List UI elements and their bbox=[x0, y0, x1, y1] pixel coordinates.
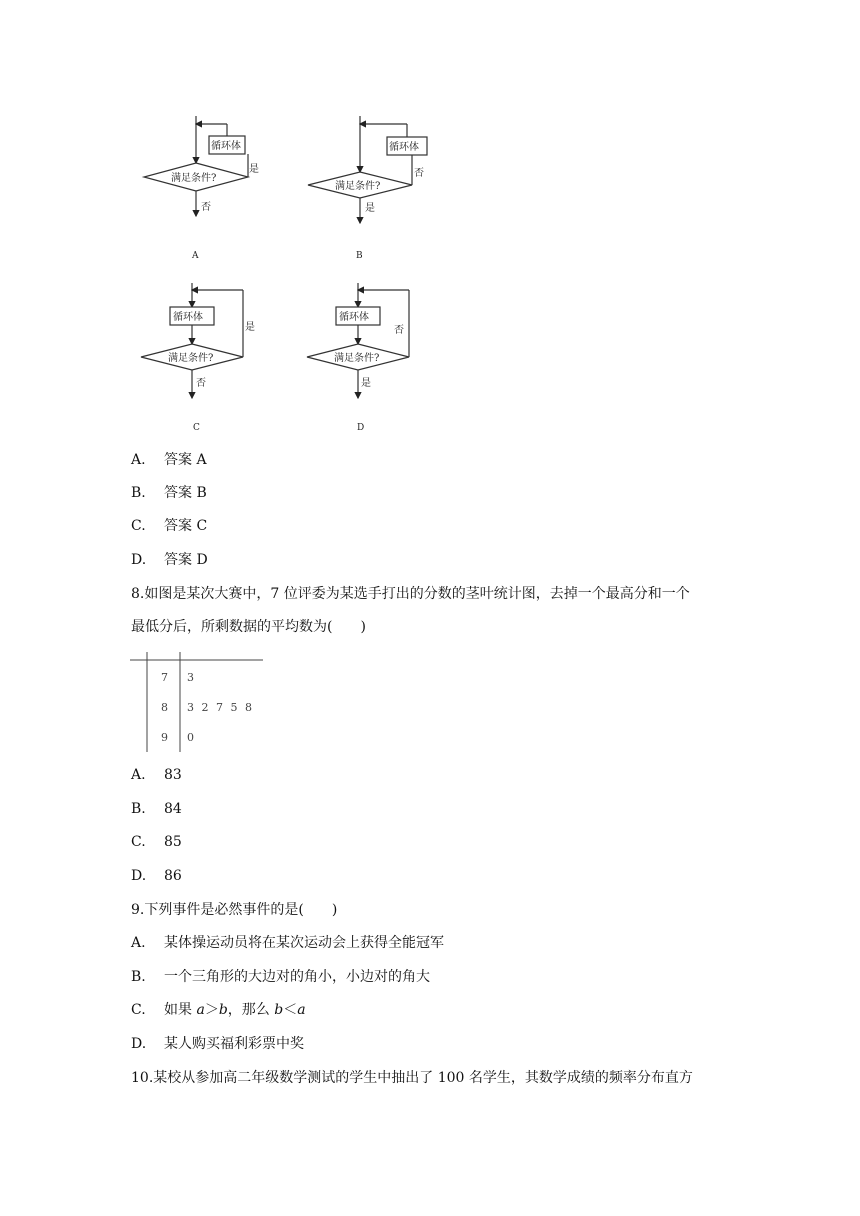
leaves-8: 3 2 7 5 8 bbox=[187, 701, 254, 714]
flowchart-c bbox=[141, 283, 243, 398]
yes-label: 是 bbox=[365, 203, 375, 214]
condition-label: 满足条件? bbox=[335, 181, 381, 192]
flowchart-figure bbox=[125, 108, 455, 438]
condition-label: 满足条件? bbox=[334, 353, 380, 364]
condition-label: 满足条件? bbox=[171, 173, 217, 184]
flowchart-label-d: D bbox=[357, 423, 365, 433]
q10-stem-line1: 10.某校从参加高二年级数学测试的学生中抽出了 100 名学生，其数学成绩的频率分布直方 bbox=[131, 1070, 693, 1086]
q8-stem-line1: 8.如图是某次大赛中，7 位评委为某选手打出的分数的茎叶统计图，去掉一个最高分和一个 bbox=[131, 586, 690, 602]
no-label: 否 bbox=[201, 202, 211, 213]
stem-8: 8 bbox=[161, 701, 168, 714]
flowchart-a bbox=[144, 116, 248, 216]
stem-leaf-plot bbox=[125, 652, 265, 754]
stem-7: 7 bbox=[161, 671, 168, 684]
yes-label: 是 bbox=[361, 378, 371, 389]
loop-body-label: 循环体 bbox=[173, 312, 203, 323]
yes-label: 是 bbox=[249, 164, 259, 175]
leaves-9: 0 bbox=[187, 731, 194, 744]
condition-label: 满足条件? bbox=[168, 353, 214, 364]
yes-label: 是 bbox=[245, 322, 255, 333]
flowchart-label-c: C bbox=[193, 423, 200, 433]
no-label: 否 bbox=[394, 325, 404, 336]
loop-body-label: 循环体 bbox=[211, 141, 241, 152]
flowchart-label-a: A bbox=[192, 251, 199, 261]
leaves-7: 3 bbox=[187, 671, 196, 684]
q9-stem: 9.下列事件是必然事件的是( ) bbox=[131, 902, 338, 918]
loop-body-label: 循环体 bbox=[339, 312, 369, 323]
flowchart-label-b: B bbox=[356, 251, 363, 261]
no-label: 否 bbox=[414, 168, 424, 179]
flowchart-d bbox=[307, 283, 409, 398]
stem-9: 9 bbox=[161, 731, 168, 744]
q8-stem-line2: 最低分后，所剩数据的平均数为( ) bbox=[131, 619, 366, 635]
no-label: 否 bbox=[196, 378, 206, 389]
loop-body-label: 循环体 bbox=[389, 142, 419, 153]
